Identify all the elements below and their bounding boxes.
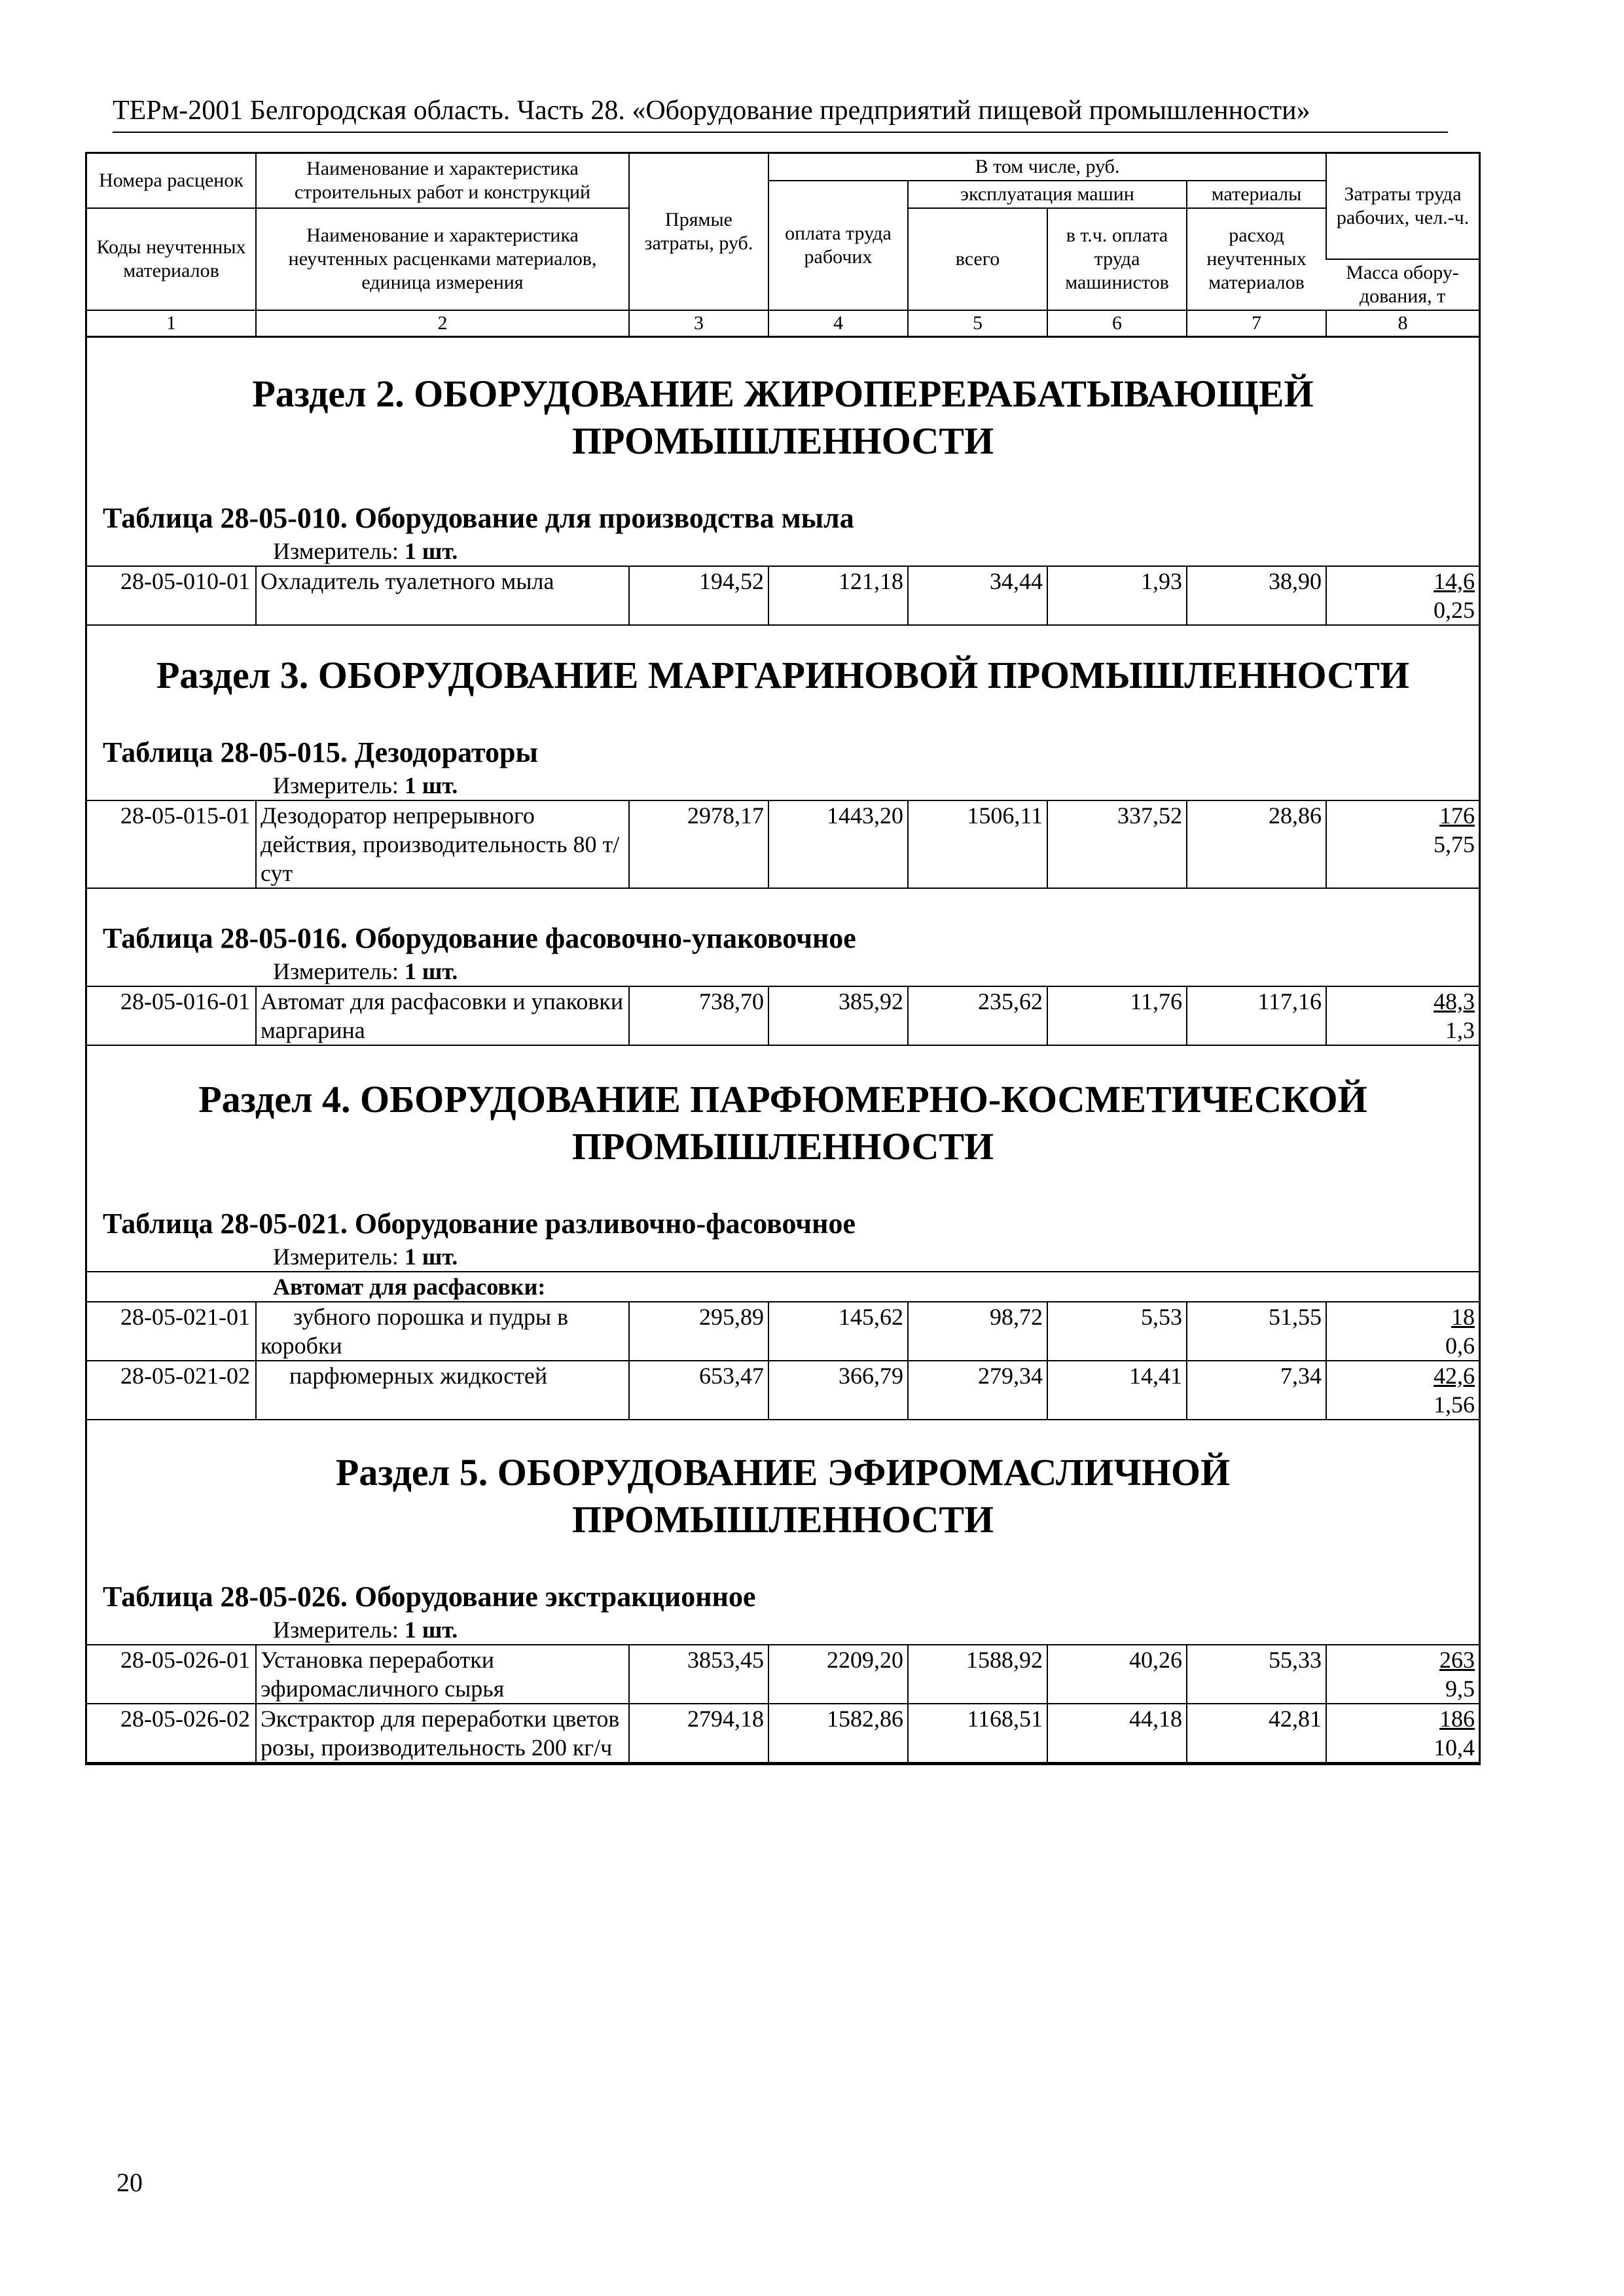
labor-hours: 176	[1439, 802, 1475, 829]
table-015-measure	[87, 771, 1479, 800]
rate-code: 28-05-016-01	[87, 986, 256, 1045]
rate-name-text: зубного порошка и пудры в коробки	[261, 1304, 569, 1359]
table-010-measure	[87, 537, 1479, 565]
col-header-operators-pay: в т.ч. оплата труда машинистов	[1047, 208, 1187, 310]
rate-name: Автомат для расфасовки и упаковки маргарина	[256, 986, 629, 1045]
group-label: Автомат для расфасовки:	[87, 1272, 1479, 1302]
operators-pay: 337,52	[1047, 800, 1187, 888]
table-016-measure	[87, 957, 1479, 986]
labor-hours-and-mass	[1326, 1302, 1479, 1361]
table-016-rows	[87, 986, 1479, 1046]
rate-code: 28-05-015-01	[87, 800, 256, 888]
col-header-direct-costs: Прямые затраты, руб.	[629, 153, 768, 311]
labor-pay: 385,92	[768, 986, 908, 1045]
rate-code: 28-05-021-02	[87, 1361, 256, 1420]
table-026-title: Таблица 28-05-026. Оборудование экстракционное	[103, 1581, 756, 1613]
col-header-materials: материалы	[1187, 181, 1326, 208]
labor-hours: 14,6	[1434, 568, 1475, 594]
materials-cost: 42,81	[1187, 1704, 1326, 1763]
measure-unit: 1 шт.	[404, 772, 458, 798]
machines-total: 279,34	[908, 1361, 1047, 1420]
table-015-title: Таблица 28-05-015. Дезодораторы	[103, 736, 538, 768]
materials-cost: 51,55	[1187, 1302, 1326, 1361]
running-header: ТЕРм-2001 Белгородская область. Часть 28. «Оборудование предприятий пищевой промышленности»	[113, 96, 1310, 126]
col-number: 2	[256, 310, 629, 337]
section-3-title: Раздел 3. ОБОРУДОВАНИЕ МАРГАРИНОВОЙ ПРОМЫШЛЕННОСТИ	[156, 654, 1410, 696]
operators-pay: 44,18	[1047, 1704, 1187, 1763]
group-label-row	[87, 1272, 1479, 1302]
measure-unit: 1 шт.	[404, 538, 458, 564]
col-header-including: В том числе, руб.	[768, 153, 1326, 181]
table-010-rows	[87, 565, 1479, 626]
col-header-labor-pay: оплата труда рабочих	[768, 181, 908, 310]
direct-cost: 738,70	[629, 986, 768, 1045]
equipment-mass: 1,56	[1434, 1391, 1475, 1418]
col-number: 8	[1326, 310, 1479, 337]
table-026-measure	[87, 1615, 1479, 1644]
measure-label: Измеритель:	[273, 772, 399, 798]
operators-pay: 14,41	[1047, 1361, 1187, 1420]
equipment-mass: 0,25	[1434, 597, 1475, 623]
col-header-rate-numbers: Номера расценок	[87, 153, 256, 209]
labor-hours: 18	[1451, 1304, 1475, 1330]
operators-pay: 5,53	[1047, 1302, 1187, 1361]
col-header-machines: эксплуатация машин	[908, 181, 1187, 208]
rate-name: Экстрактор для переработки цветов розы, производительность 200 кг/ч	[256, 1704, 629, 1763]
rate-name: Установка переработки эфиромасличного сырья	[256, 1645, 629, 1704]
machines-total: 98,72	[908, 1302, 1047, 1361]
measure-unit: 1 шт.	[404, 1244, 458, 1270]
materials-cost: 117,16	[1187, 986, 1326, 1045]
table-021-measure	[87, 1242, 1479, 1271]
table-021-title: Таблица 28-05-021. Оборудование разливочно-фасовочное	[103, 1208, 856, 1240]
col-header-labor-hours: Затраты труда рабочих, чел.-ч.	[1326, 153, 1479, 260]
col-number: 7	[1187, 310, 1326, 337]
labor-pay: 2209,20	[768, 1645, 908, 1704]
col-header-material-codes: Коды неучтенных материалов	[87, 208, 256, 310]
labor-hours-and-mass	[1326, 1645, 1479, 1704]
rate-name	[256, 1302, 629, 1361]
labor-pay: 121,18	[768, 566, 908, 625]
measure-label: Измеритель:	[273, 538, 399, 564]
rate-code: 28-05-021-01	[87, 1302, 256, 1361]
measure-label: Измеритель:	[273, 1244, 399, 1270]
direct-cost: 2794,18	[629, 1704, 768, 1763]
rate-code: 28-05-010-01	[87, 566, 256, 625]
labor-hours-and-mass	[1326, 800, 1479, 888]
labor-hours-and-mass	[1326, 1361, 1479, 1420]
table-021-rows	[87, 1271, 1479, 1420]
labor-hours: 263	[1439, 1647, 1475, 1673]
direct-cost: 2978,17	[629, 800, 768, 888]
equipment-mass: 1,3	[1445, 1017, 1475, 1043]
table-row	[87, 1361, 1479, 1420]
equipment-mass: 10,4	[1434, 1734, 1475, 1761]
rates-table-frame	[85, 152, 1481, 1765]
col-header-machines-total: всего	[908, 208, 1047, 310]
labor-pay: 1582,86	[768, 1704, 908, 1763]
section-2-title: Раздел 2. ОБОРУДОВАНИЕ ЖИРОПЕРЕРАБАТЫВАЮЩЕЙ ПРОМЫШЛЕННОСТИ	[252, 372, 1314, 462]
measure-unit: 1 шт.	[404, 1617, 458, 1643]
labor-hours: 48,3	[1434, 988, 1475, 1014]
table-010-title: Таблица 28-05-010. Оборудование для производства мыла	[103, 502, 854, 534]
col-number: 4	[768, 310, 908, 337]
table-row	[87, 800, 1479, 888]
labor-hours-and-mass	[1326, 986, 1479, 1045]
col-number: 5	[908, 310, 1047, 337]
direct-cost: 194,52	[629, 566, 768, 625]
labor-hours-and-mass	[1326, 1704, 1479, 1763]
col-header-material-usage: расход неучтенных материалов	[1187, 208, 1326, 310]
materials-cost: 28,86	[1187, 800, 1326, 888]
rate-name: Охладитель туалетного мыла	[256, 566, 629, 625]
col-number: 6	[1047, 310, 1187, 337]
machines-total: 1168,51	[908, 1704, 1047, 1763]
rate-name: Дезодоратор непрерывного действия, производительность 80 т/сут	[256, 800, 629, 888]
rate-code: 28-05-026-02	[87, 1704, 256, 1763]
table-016-title: Таблица 28-05-016. Оборудование фасовочно-упаковочное	[103, 922, 856, 954]
equipment-mass: 5,75	[1434, 831, 1475, 857]
materials-cost: 55,33	[1187, 1645, 1326, 1704]
labor-hours-and-mass	[1326, 566, 1479, 625]
col-header-equipment-mass: Масса обору-дования, т	[1326, 259, 1479, 310]
col-header-work-name: Наименование и характеристика строительных работ и конструкций	[256, 153, 629, 209]
col-number: 3	[629, 310, 768, 337]
measure-label: Измеритель:	[273, 958, 399, 984]
machines-total: 235,62	[908, 986, 1047, 1045]
table-row	[87, 986, 1479, 1045]
machines-total: 1506,11	[908, 800, 1047, 888]
table-026-rows	[87, 1644, 1479, 1763]
section-5-title: Раздел 5. ОБОРУДОВАНИЕ ЭФИРОМАСЛИЧНОЙ ПРОМЫШЛЕННОСТИ	[335, 1451, 1231, 1541]
labor-pay: 145,62	[768, 1302, 908, 1361]
page-number: 20	[117, 2168, 143, 2197]
machines-total: 34,44	[908, 566, 1047, 625]
labor-pay: 366,79	[768, 1361, 908, 1420]
equipment-mass: 9,5	[1445, 1676, 1475, 1702]
table-row	[87, 1704, 1479, 1763]
labor-hours: 186	[1439, 1706, 1475, 1732]
measure-unit: 1 шт.	[404, 958, 458, 984]
labor-hours: 42,6	[1434, 1363, 1475, 1389]
rate-code: 28-05-026-01	[87, 1645, 256, 1704]
equipment-mass: 0,6	[1445, 1333, 1475, 1359]
table-row	[87, 1645, 1479, 1704]
operators-pay: 40,26	[1047, 1645, 1187, 1704]
section-4-title: Раздел 4. ОБОРУДОВАНИЕ ПАРФЮМЕРНО-КОСМЕТИЧЕСКОЙ ПРОМЫШЛЕННОСТИ	[198, 1078, 1367, 1168]
table-header	[87, 152, 1479, 338]
table-015-rows	[87, 800, 1479, 889]
labor-pay: 1443,20	[768, 800, 908, 888]
table-row	[87, 566, 1479, 625]
operators-pay: 11,76	[1047, 986, 1187, 1045]
col-header-material-name: Наименование и характеристика неучтенных расценками материалов, единица измерения	[256, 208, 629, 310]
materials-cost: 7,34	[1187, 1361, 1326, 1420]
direct-cost: 653,47	[629, 1361, 768, 1420]
direct-cost: 295,89	[629, 1302, 768, 1361]
direct-cost: 3853,45	[629, 1645, 768, 1704]
materials-cost: 38,90	[1187, 566, 1326, 625]
operators-pay: 1,93	[1047, 566, 1187, 625]
col-number: 1	[87, 310, 256, 337]
table-row	[87, 1302, 1479, 1361]
machines-total: 1588,92	[908, 1645, 1047, 1704]
measure-label: Измеритель:	[273, 1617, 399, 1643]
header-rule	[113, 132, 1448, 133]
rate-name: парфюмерных жидкостей	[256, 1361, 629, 1420]
